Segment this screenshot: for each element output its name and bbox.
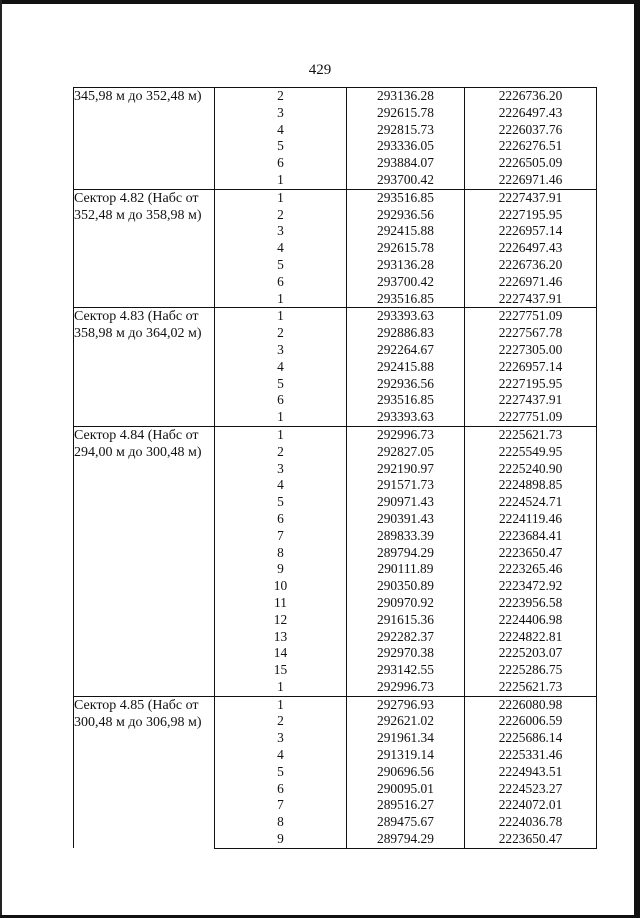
point-number-cell: 2 <box>215 713 347 730</box>
x-coordinate-cell: 293393.63 <box>347 308 465 325</box>
y-coordinate-cell: 2224898.85 <box>465 477 597 494</box>
y-coordinate-cell: 2227567.78 <box>465 325 597 342</box>
x-coordinate-cell: 293700.42 <box>347 172 465 189</box>
y-coordinate-cell: 2227751.09 <box>465 308 597 325</box>
x-coordinate-cell: 293136.28 <box>347 257 465 274</box>
point-number-cell: 6 <box>215 274 347 291</box>
point-number-cell: 3 <box>215 342 347 359</box>
y-coordinate-cell: 2227437.91 <box>465 189 597 206</box>
x-coordinate-cell: 292282.37 <box>347 629 465 646</box>
y-coordinate-cell: 2223472.92 <box>465 578 597 595</box>
x-coordinate-cell: 289833.39 <box>347 528 465 545</box>
point-number-cell: 9 <box>215 831 347 848</box>
x-coordinate-cell: 292615.78 <box>347 240 465 257</box>
point-number-cell: 7 <box>215 797 347 814</box>
point-number-cell: 12 <box>215 612 347 629</box>
x-coordinate-cell: 293884.07 <box>347 155 465 172</box>
x-coordinate-cell: 290111.89 <box>347 561 465 578</box>
point-number-cell: 1 <box>215 696 347 713</box>
coordinates-table <box>73 87 597 849</box>
x-coordinate-cell: 290391.43 <box>347 511 465 528</box>
point-number-cell: 14 <box>215 645 347 662</box>
point-number-cell: 2 <box>215 207 347 224</box>
y-coordinate-cell: 2227195.95 <box>465 376 597 393</box>
coordinates-table-body <box>74 88 597 849</box>
x-coordinate-cell: 291615.36 <box>347 612 465 629</box>
point-number-cell: 6 <box>215 155 347 172</box>
x-coordinate-cell: 292827.05 <box>347 444 465 461</box>
y-coordinate-cell: 2224523.27 <box>465 781 597 798</box>
y-coordinate-cell: 2226080.98 <box>465 696 597 713</box>
y-coordinate-cell: 2224943.51 <box>465 764 597 781</box>
x-coordinate-cell: 290350.89 <box>347 578 465 595</box>
x-coordinate-cell: 290970.92 <box>347 595 465 612</box>
y-coordinate-cell: 2226505.09 <box>465 155 597 172</box>
point-number-cell: 3 <box>215 223 347 240</box>
y-coordinate-cell: 2226971.46 <box>465 172 597 189</box>
x-coordinate-cell: 289516.27 <box>347 797 465 814</box>
point-number-cell: 1 <box>215 308 347 325</box>
y-coordinate-cell: 2225621.73 <box>465 426 597 443</box>
y-coordinate-cell: 2226006.59 <box>465 713 597 730</box>
y-coordinate-cell: 2224072.01 <box>465 797 597 814</box>
point-number-cell: 1 <box>215 426 347 443</box>
y-coordinate-cell: 2223650.47 <box>465 831 597 848</box>
x-coordinate-cell: 291319.14 <box>347 747 465 764</box>
y-coordinate-cell: 2226957.14 <box>465 223 597 240</box>
y-coordinate-cell: 2225686.14 <box>465 730 597 747</box>
x-coordinate-cell: 293516.85 <box>347 189 465 206</box>
table-row <box>74 696 597 713</box>
y-coordinate-cell: 2227305.00 <box>465 342 597 359</box>
y-coordinate-cell: 2224524.71 <box>465 494 597 511</box>
y-coordinate-cell: 2227437.91 <box>465 291 597 308</box>
y-coordinate-cell: 2224822.81 <box>465 629 597 646</box>
sector-name-cell: Сектор 4.83 (Набс от 358,98 м до 364,02 м) <box>74 308 215 427</box>
y-coordinate-cell: 2226037.76 <box>465 122 597 139</box>
x-coordinate-cell: 292615.78 <box>347 105 465 122</box>
y-coordinate-cell: 2223650.47 <box>465 545 597 562</box>
x-coordinate-cell: 289794.29 <box>347 545 465 562</box>
x-coordinate-cell: 292886.83 <box>347 325 465 342</box>
point-number-cell: 6 <box>215 392 347 409</box>
point-number-cell: 1 <box>215 679 347 696</box>
y-coordinate-cell: 2224119.46 <box>465 511 597 528</box>
x-coordinate-cell: 292815.73 <box>347 122 465 139</box>
x-coordinate-cell: 293136.28 <box>347 88 465 105</box>
page-number: 429 <box>308 62 332 78</box>
scan-border-top <box>0 0 640 4</box>
y-coordinate-cell: 2225240.90 <box>465 461 597 478</box>
point-number-cell: 2 <box>215 444 347 461</box>
table-row <box>74 88 597 105</box>
point-number-cell: 4 <box>215 747 347 764</box>
x-coordinate-cell: 289475.67 <box>347 814 465 831</box>
table-row <box>74 426 597 443</box>
y-coordinate-cell: 2224406.98 <box>465 612 597 629</box>
point-number-cell: 7 <box>215 528 347 545</box>
sector-name-cell: Сектор 4.82 (Набс от 352,48 м до 358,98 м) <box>74 189 215 308</box>
point-number-cell: 6 <box>215 511 347 528</box>
point-number-cell: 2 <box>215 88 347 105</box>
sector-name-cell: Сектор 4.85 (Набс от 300,48 м до 306,98 м) <box>74 696 215 848</box>
point-number-cell: 3 <box>215 461 347 478</box>
point-number-cell: 4 <box>215 122 347 139</box>
x-coordinate-cell: 292796.93 <box>347 696 465 713</box>
point-number-cell: 4 <box>215 477 347 494</box>
point-number-cell: 6 <box>215 781 347 798</box>
y-coordinate-cell: 2225621.73 <box>465 679 597 696</box>
x-coordinate-cell: 292970.38 <box>347 645 465 662</box>
x-coordinate-cell: 292415.88 <box>347 359 465 376</box>
point-number-cell: 15 <box>215 662 347 679</box>
point-number-cell: 4 <box>215 359 347 376</box>
point-number-cell: 1 <box>215 291 347 308</box>
y-coordinate-cell: 2226736.20 <box>465 257 597 274</box>
sector-name-cell: Сектор 4.84 (Набс от 294,00 м до 300,48 м) <box>74 426 215 696</box>
point-number-cell: 10 <box>215 578 347 595</box>
point-number-cell: 13 <box>215 629 347 646</box>
x-coordinate-cell: 293516.85 <box>347 392 465 409</box>
y-coordinate-cell: 2226276.51 <box>465 138 597 155</box>
table-row <box>74 308 597 325</box>
x-coordinate-cell: 292264.67 <box>347 342 465 359</box>
point-number-cell: 3 <box>215 730 347 747</box>
x-coordinate-cell: 292996.73 <box>347 426 465 443</box>
x-coordinate-cell: 293516.85 <box>347 291 465 308</box>
point-number-cell: 5 <box>215 494 347 511</box>
x-coordinate-cell: 290971.43 <box>347 494 465 511</box>
point-number-cell: 1 <box>215 189 347 206</box>
point-number-cell: 1 <box>215 172 347 189</box>
point-number-cell: 5 <box>215 764 347 781</box>
point-number-cell: 3 <box>215 105 347 122</box>
x-coordinate-cell: 291961.34 <box>347 730 465 747</box>
y-coordinate-cell: 2227437.91 <box>465 392 597 409</box>
point-number-cell: 9 <box>215 561 347 578</box>
point-number-cell: 5 <box>215 376 347 393</box>
y-coordinate-cell: 2224036.78 <box>465 814 597 831</box>
y-coordinate-cell: 2226971.46 <box>465 274 597 291</box>
y-coordinate-cell: 2223684.41 <box>465 528 597 545</box>
y-coordinate-cell: 2225203.07 <box>465 645 597 662</box>
sector-name-cell: 345,98 м до 352,48 м) <box>74 88 215 190</box>
x-coordinate-cell: 292415.88 <box>347 223 465 240</box>
y-coordinate-cell: 2226736.20 <box>465 88 597 105</box>
y-coordinate-cell: 2227751.09 <box>465 409 597 426</box>
x-coordinate-cell: 290696.56 <box>347 764 465 781</box>
table-row <box>74 189 597 206</box>
y-coordinate-cell: 2226497.43 <box>465 105 597 122</box>
point-number-cell: 8 <box>215 814 347 831</box>
scan-border-right <box>634 0 640 918</box>
x-coordinate-cell: 293700.42 <box>347 274 465 291</box>
x-coordinate-cell: 291571.73 <box>347 477 465 494</box>
x-coordinate-cell: 293393.63 <box>347 409 465 426</box>
x-coordinate-cell: 293336.05 <box>347 138 465 155</box>
point-number-cell: 2 <box>215 325 347 342</box>
x-coordinate-cell: 292190.97 <box>347 461 465 478</box>
y-coordinate-cell: 2225549.95 <box>465 444 597 461</box>
x-coordinate-cell: 292936.56 <box>347 207 465 224</box>
x-coordinate-cell: 290095.01 <box>347 781 465 798</box>
point-number-cell: 1 <box>215 409 347 426</box>
point-number-cell: 8 <box>215 545 347 562</box>
x-coordinate-cell: 292621.02 <box>347 713 465 730</box>
x-coordinate-cell: 292936.56 <box>347 376 465 393</box>
point-number-cell: 5 <box>215 257 347 274</box>
y-coordinate-cell: 2226957.14 <box>465 359 597 376</box>
point-number-cell: 5 <box>215 138 347 155</box>
y-coordinate-cell: 2227195.95 <box>465 207 597 224</box>
y-coordinate-cell: 2225331.46 <box>465 747 597 764</box>
y-coordinate-cell: 2223265.46 <box>465 561 597 578</box>
x-coordinate-cell: 293142.55 <box>347 662 465 679</box>
scan-border-left <box>0 0 2 918</box>
x-coordinate-cell: 292996.73 <box>347 679 465 696</box>
x-coordinate-cell: 289794.29 <box>347 831 465 848</box>
y-coordinate-cell: 2226497.43 <box>465 240 597 257</box>
y-coordinate-cell: 2223956.58 <box>465 595 597 612</box>
y-coordinate-cell: 2225286.75 <box>465 662 597 679</box>
point-number-cell: 11 <box>215 595 347 612</box>
point-number-cell: 4 <box>215 240 347 257</box>
